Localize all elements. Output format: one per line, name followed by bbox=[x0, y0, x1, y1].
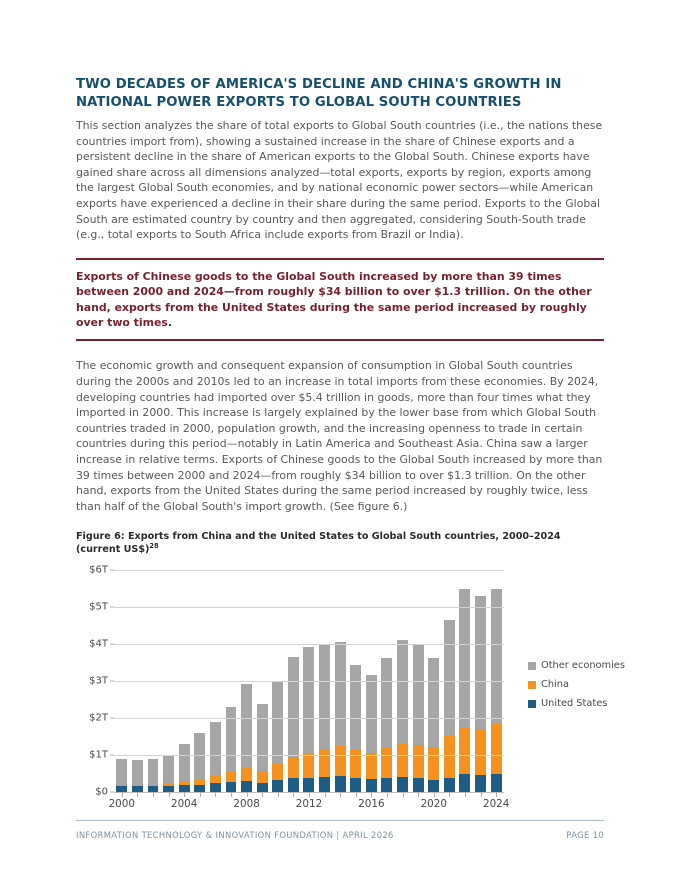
callout-box bbox=[76, 258, 604, 342]
chart-bar-stack bbox=[288, 657, 299, 792]
chart-bar-segment bbox=[475, 775, 486, 792]
page-footer bbox=[76, 820, 604, 840]
chart-bar-segment bbox=[381, 748, 392, 778]
chart-bar-segment bbox=[428, 780, 439, 792]
chart-y-tick-mark bbox=[110, 718, 114, 719]
chart-bar-segment bbox=[491, 774, 502, 793]
chart-legend-item bbox=[528, 698, 638, 709]
chart-bar-segment bbox=[163, 755, 174, 783]
chart-bar-segment bbox=[288, 778, 299, 792]
chart-bar-segment bbox=[366, 675, 377, 753]
chart-legend bbox=[528, 660, 638, 717]
chart-y-tick-label: $2T bbox=[89, 712, 108, 724]
chart-legend-label: United States bbox=[541, 698, 608, 710]
chart-bar-segment bbox=[257, 771, 268, 783]
chart-bar-segment bbox=[335, 642, 346, 746]
chart-bar-segment bbox=[241, 781, 252, 792]
chart-bar-segment bbox=[210, 722, 221, 775]
chart-bar-segment bbox=[210, 783, 221, 792]
chart-x-tick bbox=[325, 792, 326, 797]
chart-bar-segment bbox=[319, 777, 330, 793]
chart-bar-stack bbox=[241, 684, 252, 792]
chart-bar-segment bbox=[491, 589, 502, 723]
intro-paragraph: This section analyzes the share of total exports to Global South countries (i.e., the nations these countries import from), showing a sustained increase in the share of Chinese exports and a persistent decline in the share of American exports to the Global South. Chinese exports have gained share across all dimensions analyzed—total exports, exports by region, exports among the largest Global South economies, and by national economic power sectors—while American exports have experienced a decline in their share during the same period. Exports to the Global South are estimated country by country and then aggregated, considering South-South trade (e.g., total exports to South Africa include exports from Brazil or India). bbox=[76, 119, 603, 242]
chart-x-tick bbox=[481, 792, 482, 797]
chart-bar-segment bbox=[116, 759, 127, 785]
chart-bar-segment bbox=[272, 682, 283, 764]
chart-bar-segment bbox=[459, 589, 470, 727]
chart-x-tick bbox=[356, 792, 357, 797]
chart-bar-stack bbox=[350, 665, 361, 792]
chart-bar-segment bbox=[366, 753, 377, 780]
chart-bar-segment bbox=[210, 776, 221, 784]
chart-y-tick-mark bbox=[110, 681, 114, 682]
chart-bar-segment bbox=[381, 658, 392, 749]
chart-x-tick bbox=[387, 792, 388, 797]
chart-bar-stack bbox=[303, 647, 314, 792]
chart-x-tick bbox=[340, 792, 341, 797]
chart-bar-segment bbox=[319, 644, 330, 749]
chart-bar-segment bbox=[132, 760, 143, 785]
chart-bar-segment bbox=[148, 759, 159, 784]
chart-x-axis-label: 2024 bbox=[482, 798, 510, 811]
chart-x-tick bbox=[309, 792, 310, 797]
legend-swatch-icon bbox=[528, 662, 536, 670]
chart-x-tick bbox=[184, 792, 185, 797]
chart-bar-segment bbox=[397, 744, 408, 777]
chart-bar-segment bbox=[319, 749, 330, 777]
chart-legend-label: Other economies bbox=[541, 660, 625, 672]
chart-bar-segment bbox=[366, 779, 377, 792]
chart-bar-stack bbox=[475, 596, 486, 792]
legend-swatch-icon bbox=[528, 700, 536, 708]
chart-bar-stack bbox=[381, 658, 392, 793]
chart-bar-segment bbox=[444, 736, 455, 778]
body-paragraph: The economic growth and consequent expansion of consumption in Global South countries during the 2000s and 2010s led to an increase in total imports from these economies. By 2024, developing countries had imported over $5.4 trillion in goods, more than four times what they imported in 2000. This increase is largely explained by the lower base from which Global South countries traded in 2000, population growth, and the increasing openness to trade in certain countries during this period—notably in Latin America and Southeast Asia. China saw a larger increase in relative terms. Exports of Chinese goods to the Global South increased by more than 39 times between 2000 and 2024—from roughly $34 billion to over $1.3 trillion. On the other hand, exports from the United States during the same period increased by roughly twice, less than half of the Global South's import growth. (See figure 6.) bbox=[76, 359, 603, 513]
chart-x-tick bbox=[169, 792, 170, 797]
chart-y-tick-label: $1T bbox=[89, 749, 108, 761]
chart-x-tick bbox=[465, 792, 466, 797]
chart-bar-stack bbox=[210, 722, 221, 792]
chart-gridline bbox=[114, 607, 504, 608]
chart-y-tick-label: $6T bbox=[89, 564, 108, 576]
chart-bar-segment bbox=[381, 778, 392, 792]
chart-y-tick-mark bbox=[110, 644, 114, 645]
chart-x-tick bbox=[247, 792, 248, 797]
chart-bar-segment bbox=[397, 777, 408, 792]
chart-bar-segment bbox=[288, 657, 299, 757]
chart-x-tick bbox=[293, 792, 294, 797]
chart-bar-segment bbox=[428, 658, 439, 747]
footer-organization: INFORMATION TECHNOLOGY & INNOVATION FOUNDATION | APRIL 2026 bbox=[76, 830, 394, 840]
chart-x-tick bbox=[403, 792, 404, 797]
chart-x-tick bbox=[262, 792, 263, 797]
chart-bar-stack bbox=[163, 755, 174, 792]
chart-x-axis-label: 2000 bbox=[108, 798, 136, 811]
chart-x-tick bbox=[278, 792, 279, 797]
chart-x-tick bbox=[153, 792, 154, 797]
chart-bar-segment bbox=[272, 780, 283, 792]
chart-x-axis-labels bbox=[108, 798, 510, 814]
chart-bar-stack bbox=[116, 759, 127, 792]
page-title: TWO DECADES OF AMERICA'S DECLINE AND CHINA'S GROWTH IN NATIONAL POWER EXPORTS TO GLOBAL SOUTH COUNTRIES bbox=[76, 77, 562, 110]
chart-x-tick bbox=[496, 792, 497, 797]
chart-bar-segment bbox=[335, 776, 346, 792]
chart-bar-stack bbox=[194, 733, 205, 792]
chart-y-tick-mark bbox=[110, 755, 114, 756]
chart-x-axis-label: 2012 bbox=[295, 798, 323, 811]
chart-y-tick-label: $3T bbox=[89, 675, 108, 687]
chart-x-tick bbox=[434, 792, 435, 797]
chart-bar-segment bbox=[428, 747, 439, 780]
chart-x-tick bbox=[200, 792, 201, 797]
chart-bar-segment bbox=[257, 783, 268, 792]
chart-bar-stack bbox=[132, 760, 143, 793]
chart-bar-segment bbox=[288, 757, 299, 778]
chart-bar-segment bbox=[226, 772, 237, 782]
chart-bar-segment bbox=[459, 727, 470, 774]
chart-y-tick-mark bbox=[110, 570, 114, 571]
chart-bar-segment bbox=[350, 778, 361, 792]
chart-bar-segment bbox=[335, 746, 346, 776]
chart-bar-segment bbox=[413, 745, 424, 778]
chart-gridline bbox=[114, 681, 504, 682]
chart-bar-stack bbox=[491, 589, 502, 792]
chart-gridline bbox=[114, 644, 504, 645]
chart-bar-segment bbox=[303, 753, 314, 777]
figure-caption-text: Figure 6: Exports from China and the United States to Global South countries, 2000–2024 (current US$) bbox=[76, 531, 561, 556]
chart-bar-segment bbox=[397, 640, 408, 744]
legend-swatch-icon bbox=[528, 681, 536, 689]
chart-bar-segment bbox=[475, 729, 486, 775]
chart-y-tick-mark bbox=[110, 607, 114, 608]
chart-bar-segment bbox=[350, 750, 361, 778]
chart-bar-segment bbox=[413, 644, 424, 745]
chart-y-tick-label: $4T bbox=[89, 638, 108, 650]
chart-bar-segment bbox=[444, 778, 455, 793]
chart-x-tick bbox=[449, 792, 450, 797]
chart-x-tick bbox=[137, 792, 138, 797]
chart-x-tick bbox=[371, 792, 372, 797]
chart-legend-item bbox=[528, 679, 638, 690]
chart-bar-stack bbox=[366, 675, 377, 793]
chart-x-axis-label: 2020 bbox=[420, 798, 448, 811]
chart-bar-stack bbox=[428, 658, 439, 792]
callout-text: Exports of Chinese goods to the Global South increased by more than 39 times between 2000 and 2024—from roughly $34 billion to over $1.3 trillion. On the other hand, exports from the United States during the same period increased by roughly over two times. bbox=[76, 269, 592, 329]
chart-x-tick bbox=[231, 792, 232, 797]
chart-bar-segment bbox=[241, 768, 252, 781]
chart-x-axis-label: 2004 bbox=[170, 798, 198, 811]
chart-x-ticks bbox=[114, 792, 504, 797]
chart-plot-area bbox=[89, 564, 504, 798]
chart-bar-stack bbox=[459, 589, 470, 792]
chart-bar-stack bbox=[179, 744, 190, 793]
footer-page-number: PAGE 10 bbox=[566, 830, 604, 840]
chart-gridline bbox=[114, 718, 504, 719]
chart-y-tick-label: $0 bbox=[95, 786, 108, 798]
figure-caption bbox=[76, 530, 604, 556]
chart-bar-segment bbox=[179, 785, 190, 792]
chart-gridline bbox=[114, 570, 504, 571]
chart-bar-segment bbox=[179, 744, 190, 782]
chart-x-tick bbox=[122, 792, 123, 797]
chart-bar-segment bbox=[303, 647, 314, 753]
chart-x-axis-label: 2008 bbox=[233, 798, 260, 811]
figure-6 bbox=[76, 530, 625, 830]
chart-x-tick bbox=[418, 792, 419, 797]
chart-bar-segment bbox=[459, 774, 470, 792]
chart-bar-segment bbox=[226, 782, 237, 792]
chart-bar-segment bbox=[413, 778, 424, 793]
chart-gridline bbox=[114, 755, 504, 756]
document-page bbox=[76, 0, 625, 880]
chart-bar-stack bbox=[272, 682, 283, 793]
chart-bar-segment bbox=[303, 778, 314, 793]
chart-legend-label: China bbox=[541, 679, 569, 691]
chart-bar-segment bbox=[475, 596, 486, 729]
chart-legend-item bbox=[528, 660, 638, 671]
figure-footnote-marker: 28 bbox=[149, 542, 159, 551]
chart-bar-stack bbox=[226, 707, 237, 792]
chart-x-tick bbox=[215, 792, 216, 797]
chart bbox=[76, 562, 625, 830]
chart-x-axis-label: 2016 bbox=[358, 798, 385, 811]
chart-bar-segment bbox=[226, 707, 237, 772]
chart-bar-stack bbox=[397, 640, 408, 792]
chart-y-tick-label: $5T bbox=[89, 601, 108, 613]
chart-bar-segment bbox=[350, 665, 361, 749]
chart-bar-segment bbox=[194, 785, 205, 793]
chart-bar-stack bbox=[148, 759, 159, 792]
chart-bar-stack bbox=[444, 620, 455, 793]
chart-bar-segment bbox=[491, 723, 502, 774]
chart-bar-segment bbox=[272, 763, 283, 780]
chart-bar-segment bbox=[257, 704, 268, 771]
